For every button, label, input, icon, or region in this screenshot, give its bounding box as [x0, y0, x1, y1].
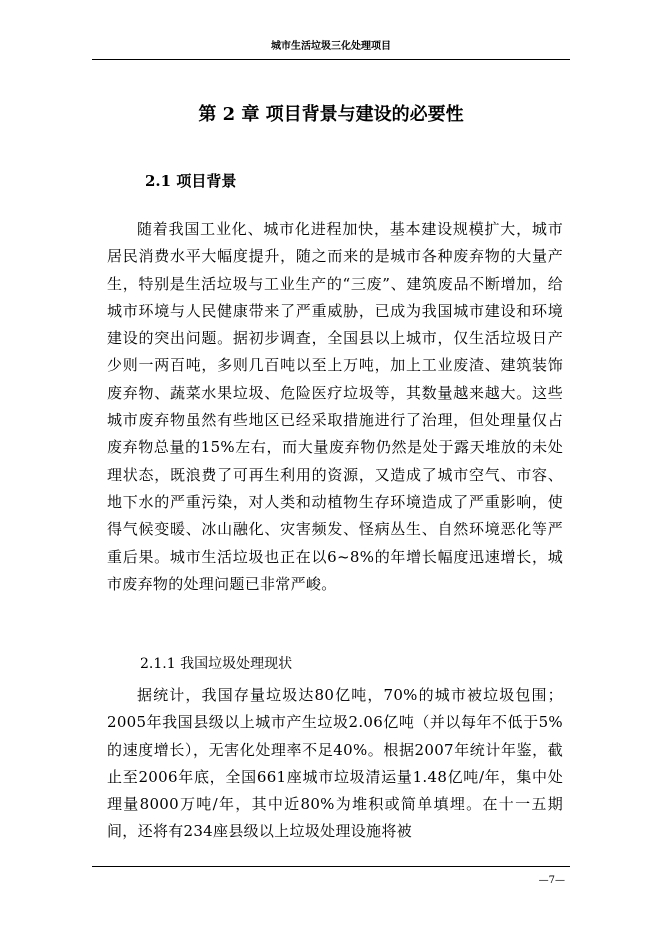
- body-paragraph-background: 随着我国工业化、城市化进程加快，基本建设规模扩大，城市居民消费水平大幅度提升，随之而来的是城市各种废弃物的大量产生，特别是生活垃圾与工业生产的“三废”、建筑废品不断增加，给城市环境与人民健康带来了严重威胁，已成为我国城市建设和环境建设的突出问题。据初步调查，全国县以上城市，仅生活垃圾日产少则一两百吨，多则几百吨以至上万吨，加上工业废渣、建筑装饰废弃物、蔬菜水果垃圾、危险医疗垃圾等，其数量越来越大。这些城市废弃物虽然有些地区已经采取措施进行了治理，但处理量仅占废弃物总量的15%左右，而大量废弃物仍然是处于露天堆放的未处理状态，既浪费了可再生利用的资源，又造成了城市空气、市容、地下水的严重污染，对人类和动植物生存环境造成了严重影响，使得气候变暖、冰山融化、灾害频发、怪病丛生、自然环境恶化等严重后果。城市生活垃圾也正在以6~8%的年增长幅度迅速增长，城市废弃物的处理问题已非常严峻。: [107, 220, 563, 593]
- subsection-title: 2.1.1 我国垃圾处理现状: [140, 656, 293, 672]
- footer-rule: [92, 866, 570, 867]
- page-number: —7—: [538, 875, 565, 886]
- header-rule: [92, 59, 570, 60]
- running-header: 城市生活垃圾三化处理项目: [271, 41, 391, 52]
- body-paragraph-status: 据统计，我国存量垃圾达80亿吨，70%的城市被垃圾包围；2005年我国县级以上城市产生垃圾2.06亿吨（并以每年不低于5%的速度增长），无害化处理率不足40%。根据2007年统计年鉴，截止至2006年底，全国661座城市垃圾清运量1.48亿吨/年，集中处理量8000万吨/年，其中近80%为堆积或简单填埋。在十一五期间，还将有234座县级以上垃圾处理设施将被: [107, 686, 563, 841]
- chapter-title: 第 2 章 项目背景与建设的必要性: [198, 104, 464, 125]
- section-title: 2.1 项目背景: [145, 172, 237, 190]
